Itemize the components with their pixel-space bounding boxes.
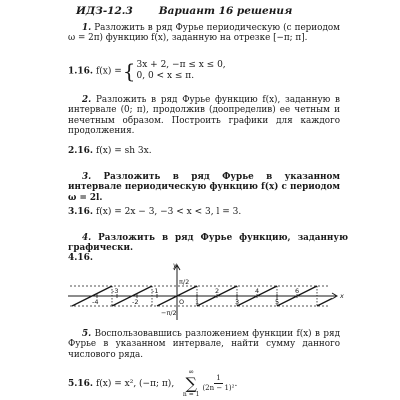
x-tick-label: 6 [295,287,300,295]
header-variant: Вариант 16 решения [158,5,293,17]
task2-text-block [68,95,340,137]
task5-label: 5.16. [68,378,94,389]
task5-number: 5. [82,329,92,339]
y-tick-minus-pi-half: −π/2 [161,309,177,317]
x-tick-label: 3 [235,298,240,306]
task4-text-block [68,233,348,254]
task5-text-block [68,329,340,360]
fraction-numerator: 1 [216,374,221,382]
task3-number: 3. [82,172,92,182]
fraction-denominator: (2n − 1)² [202,384,235,392]
task1-formula: 1.16. f(x) ={3x + 2, −π ≤ x ≤ 0, 0, 0 < x ≤ π. [68,59,226,83]
task1-number: 1. [82,23,92,33]
task5-formula [68,368,237,399]
task3-formula [68,207,241,217]
task3-text: Разложить в ряд Фурье в указанном интервале периодическую функцию f(x) с периодом ω = 2l. [68,172,340,203]
task5-function: f(x) = x², (−π; π), [95,378,175,389]
task1-lhs: f(x) = [95,66,122,77]
task1-case2: 0, 0 < x ≤ π. [136,71,195,81]
summation [183,368,200,399]
task4-graph [60,262,350,324]
origin-label: O [179,298,185,306]
sum-lower-limit: n = 1 [182,391,200,398]
sum-upper-limit: ∞ [188,368,195,376]
task4-text: Разложить в ряд Фурье функцию, заданную графически. [68,233,348,254]
x-tick-label: -1 [152,287,159,295]
x-tick-label: -4 [92,298,99,306]
header-title: ИДЗ-12.3 [76,5,133,17]
x-tick-label: 2 [215,287,220,295]
formula-end: . [234,378,238,389]
task4-number: 4. [82,233,92,243]
task2-function: f(x) = sh 3x. [95,146,152,156]
task2-text: Разложить в ряд Фурье функцию f(x), заданную в интервале (0; π), продолжив (доопределив) ее четным и нечетным образом. Построить графики для каждого продолжения. [68,95,340,137]
task2-label: 2.16. [68,146,94,156]
x-tick-label: 4 [255,287,260,295]
x-tick-label: 1 [195,298,200,306]
task3-function: f(x) = 2x − 3, −3 < x < 3, l = 3. [95,207,242,217]
x-tick-label: -2 [132,298,139,306]
task3-text-block [68,172,340,203]
y-tick-pi-half: π/2 [179,278,190,286]
y-axis-label: y [173,262,177,269]
task1-label: 1.16. [68,66,94,77]
x-axis-label: x [340,292,344,300]
task2-formula [68,146,152,156]
x-tick-label: -3 [112,287,119,295]
task2-number: 2. [82,95,92,105]
task1-text-block [68,23,340,44]
fraction [202,374,234,393]
task1-text: Разложить в ряд Фурье периодическую (с периодом ω = 2π) функцию f(x), заданную на отрезке [−π; π]. [68,23,340,44]
x-tick-label: 5 [275,298,280,306]
page-header [76,5,292,17]
sum-sign: ∑ [185,374,197,393]
task1-case1: 3x + 2, −π ≤ x ≤ 0, [136,60,226,70]
task4-label: 4.16. [68,253,94,263]
task3-label: 3.16. [68,207,94,217]
task5-text: Воспользовавшись разложением функции f(x) в ряд Фурье в указанном интервале, найти сумму данного числового ряда. [68,329,340,360]
